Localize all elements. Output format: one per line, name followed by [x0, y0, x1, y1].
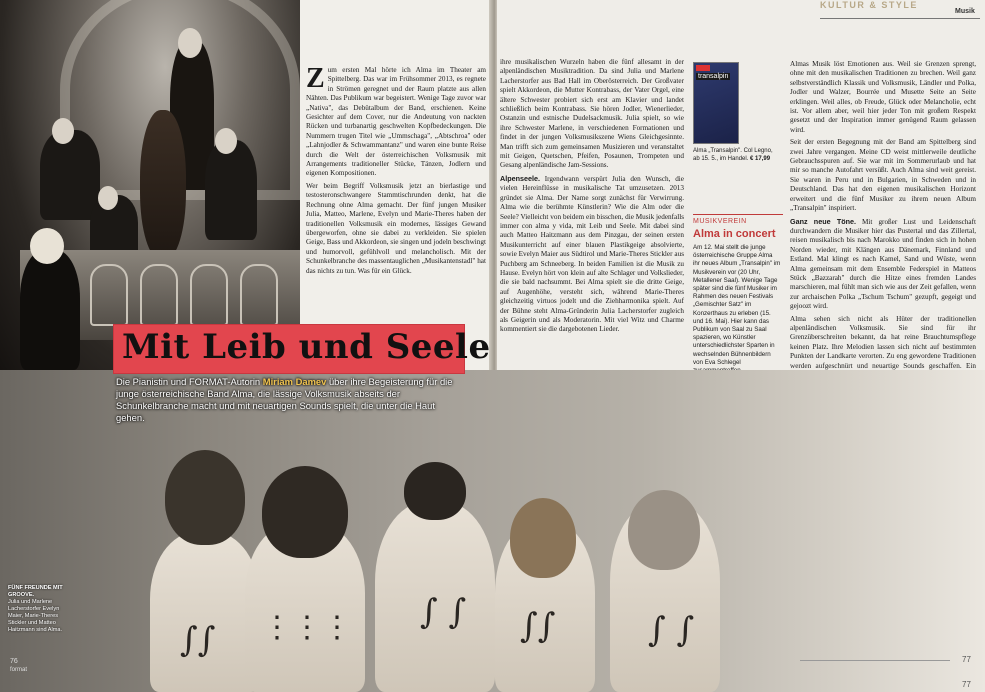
cover-logo [696, 65, 710, 71]
subheading: Ganz neue Töne. [790, 216, 856, 226]
bare-back [150, 532, 260, 692]
photo-face [52, 118, 74, 144]
photo-figure [20, 250, 80, 370]
hair [628, 490, 700, 570]
stage-panel [140, 264, 178, 326]
page-number-right-bottom: 77 [962, 680, 971, 689]
section-kicker: KULTUR & STYLE [820, 0, 918, 10]
section-label: Musik [955, 8, 975, 15]
f-hole-icon: ∫ ∫ [420, 592, 467, 632]
drop-cap: Z [306, 63, 325, 94]
caption-head: FÜNF FREUNDE MIT GROOVE. [8, 585, 63, 598]
publication-name: format [10, 667, 28, 673]
f-hole-icon: ∫∫ [180, 620, 216, 660]
sidebar-rule [693, 214, 783, 215]
accordion-keys-icon: ⋮⋮⋮ [262, 610, 352, 645]
article-title: Mit Leib und Seele [122, 327, 491, 367]
photo-caption [8, 585, 76, 634]
subheading: Alpenseele. [500, 173, 540, 183]
album-info-text: Alma „Transalpin". Col Legno, ab 15. 5., im Handel. [693, 148, 773, 162]
lead-text: über ihre Begeisterung für die junge österreichische Band Alma, die lässige Volksmusik abseits der Schunkelbranche macht und mit neuartigen Sounds spielt, die unter die Haut gehen. [116, 376, 453, 423]
paragraph: ihre musikalischen Wurzeln haben die fünf allesamt in der alpenländischen Musiktradition. Da sind Julia und Marlene Lacherstorfer aus Bad Hall im Oberösterreich. Der Großvater spielt Akkordeon, die Mutter Kontrabass, der Vater Orgel, eine ältere Schwester probiert sich erst am Klavier und landet schließlich beim Kontrabass. Sie hören Jodler, Wienerlieder, Ostanzin und estnische Dudelsackmusik. Julia spielt, so wie ihre Schwester Marlene, in verschiedenen Formationen und findet in der jungen Volksmusikszene Wiens Gleichgesinnte. Man trifft sich zum gemeinsamen Musizieren und veranstaltet mit Geigen, Quetschen, Pfeifen, Posaunen, Trompeten und Gesang alpenländische Jam-Sessions. [500, 58, 684, 170]
author-name: Miriam Damev [262, 376, 327, 387]
paragraph: Irgendwann verspürt Julia den Wunsch, die vielen Hereinflüsse in musikalische Tat umzusetzen. 2013 gründet sie Alma. Der Name sorgt zunächst für Verwirrung. Alma wie die berühmte Künstlerin? Wie die Alm oder die Seele? Vielleicht von beidem ein bisschen, die Musik jedenfalls immer con alma y vida, mit Leib und Seele. Mit dabei sind auch Matteo Haitzmann aus dem Pinzgau, der seinen ersten Musikunterricht auf einer blauen Plastikgeige absolvierte, sowie Evelyn Maier aus Südtirol und Marie-Theres Stickler aus Puchberg am Schneeberg. In beiden Familien ist die Musik zu Hause. Evelyn hört von klein auf alte Schlager und Volkslieder, die sie bald nachsummt. Bei Alma spielt sie die dritte Geige, auf Augenhöhe, versteht sich, während Marie-Theres gleichzeitig virtuos jodelt und die Ziehharmonika spielt. Auf der Bühne steht Alma-Gründerin Julia Lacherstorfer zugleich als Geigerin und als Moderatorin. Mit viel Witz und Charme kommentiert sie die dargebotenen Lieder. [500, 174, 684, 334]
paragraph: Alma sehen sich nicht als Hüter der traditionellen alpenländischen Volksmusik. Sie sind für ihr Grenzüberschreiten bekannt, da hat reine Brauchtumspflege keinen Platz. Ihre Melodien lassen sich nicht auf bestimmten Punkten der Landkarte verorten. Zu eng gewordene Traditionen werden aufgeschnürt und neuartige Sounds geschaffen. Ein [790, 314, 976, 370]
paragraph: Wer beim Begriff Volksmusik jetzt an bierlastige und testosteronschwangere Stammtischrunden denkt, hat die Rechnung ohne Alma gemacht. Der fünf jungen Musiker Julia, Matteo, Marlene, Evelyn und Marie-Theres haben der traditionellen Volksmusik ein modernes, lässiges Gewand übergeworfen, ohne sie dabei zu verkleiden. Sie spielen Geige, Bass und Akkordeon, sie singen und jodeln beschwingt und humorvoll, gefühlvoll und melancholisch. Mit der Schunkelbranche des massentauglichen „Musikantenstadl" hat das nichts zu tun. Was für ein Glück. [306, 181, 486, 275]
photo-figure [205, 140, 257, 240]
f-hole-icon: ∫ ∫ [648, 610, 695, 650]
f-hole-icon: ∫∫ [520, 606, 556, 646]
album-info [693, 148, 777, 163]
page-number-right: 77 [962, 655, 971, 664]
photo-figure [40, 130, 100, 220]
double-bass [140, 110, 186, 260]
sidebar-text: Am 12. Mai stellt die junge österreichische Gruppe Alma ihr neues Album „Transalpin" im Musikverein vor (20 Uhr, Metallener Saal). Wenige Tage später sind die fünf Musiker im Rahmen des neuen Festivals „Gemischter Satz" im Konzerthaus zu erleben (15. und 16. Mai). Hier kann das Publikum von Saal zu Saal spazieren, wo Künstler unterschiedlichster Sparten in wechselnden Bühnenbildern von Eva Schlegel [693, 244, 781, 366]
hair [165, 450, 245, 545]
page-number-left: 76 [10, 658, 18, 665]
paragraph: Almas Musik löst Emotionen aus. Weil sie Grenzen sprengt, ohne mit den musikalischen Traditionen zu brechen. Weil ganz selbstverständlich Klassik und Volksmusik, Ländler und Polka, Jodler und Walzer, Bourrée und Musette Seite an Seite erklingen. Weil alles, ob Freude, Glück oder Melancholie, echt ist. Vor allem aber, weil hier jeder Ton mit großem Respekt gesetzt und der Inspiration immer genügend Raum gelassen wird. [790, 60, 976, 134]
text-column-1 [306, 63, 486, 279]
paragraph: Seit der ersten Begegnung mit der Band am Spittelberg sind zwei Jahre vergangen. Meine CD weist mittlerweile deutliche Gebrauchsspuren auf. Sie war mit im Sommerurlaub und hat mir so manche Autofahrt versüßt. Auch Alma sind weit gereist. Sie waren in Peru und in Bulgarien, in Schweden und in Deutschland. Das hat den eigenen musikalischen Horizont erweitert und die fünf Musiker zu ihrem neuen Album „Transalpin" inspiriert. [790, 138, 976, 213]
photo-face [30, 228, 64, 264]
paragraph: um ersten Mal hörte ich Alma im Theater am Spittelberg. Das war im Frühsommer 2013, es regnete in Strömen geregnet und der Raum platzte aus allen Nähten. Das Publikum war begeistert. Wenige Tage zuvor war „Nativa", das Debütalbum der Band, erschienen. Keine Gesichter auf dem Cover, nur die Andeutung von nackten Rücken und turbanartig geschwelten Kopfbedeckungen. Die Nummern trugen Titel wie „Ummschaga", „Abtschroa" oder „Lahnjodler & Schwammantanz" und waren eine bunte Reise durch die Welt der österreichischen Volksmusik mit Arrangements traditioneller Stücke, Tänzen, Jodlern und eigenen Kompositionen. [306, 66, 486, 178]
hair [404, 462, 466, 520]
header-rule [820, 18, 980, 19]
album-price: € 17,99 [750, 155, 771, 162]
stage-panel [240, 264, 278, 326]
lead-text: Die Pianistin und FORMAT-Autorin [116, 376, 263, 387]
stage-panel [190, 264, 228, 326]
caption-text: Julia und Marlene Lacherstorfer Evelyn Maier, Marie-Theres Stickler und Matteo Haitzmann sind Alma. [8, 599, 63, 633]
photo-face [215, 128, 237, 154]
article-lead [116, 376, 461, 424]
sidebar-title: Alma in concert [693, 228, 776, 240]
title-banner [114, 325, 491, 373]
text-column-2 [500, 58, 684, 338]
hair [262, 466, 348, 558]
album-cover [693, 62, 739, 144]
sidebar-kicker: MUSIKVEREIN [693, 218, 747, 225]
cover-label: transalpin [698, 73, 729, 80]
photo-face [98, 186, 118, 210]
band-photo [0, 0, 300, 370]
photo-face [178, 28, 202, 58]
stage-panel [90, 264, 128, 326]
footer-rule [800, 660, 950, 661]
hair [510, 498, 576, 578]
paragraph: Mit großer Lust und Leidenschaft durchwandern die Musiker hier das Pustertal und das Zillertal, reisen musikalisch bis nach Marokko und finden sich in hohen Norden wieder, mit Klängen aus Dänemark, Finnland und Estland. Mal klingt es nach Kamel, Sand und Wüste, wenn Alma gemeinsam mit dem Ensemble Federspiel in Matteos Stück „Bazzarah" durch die Hitze eines fremden Landes marschieren, mal fühlt man sich wie aus der Zeit gefallen, wenn zur archaischen Polka „Tschum Tschum" gezupft, gegeigt und gejoozt wird. [790, 217, 976, 311]
